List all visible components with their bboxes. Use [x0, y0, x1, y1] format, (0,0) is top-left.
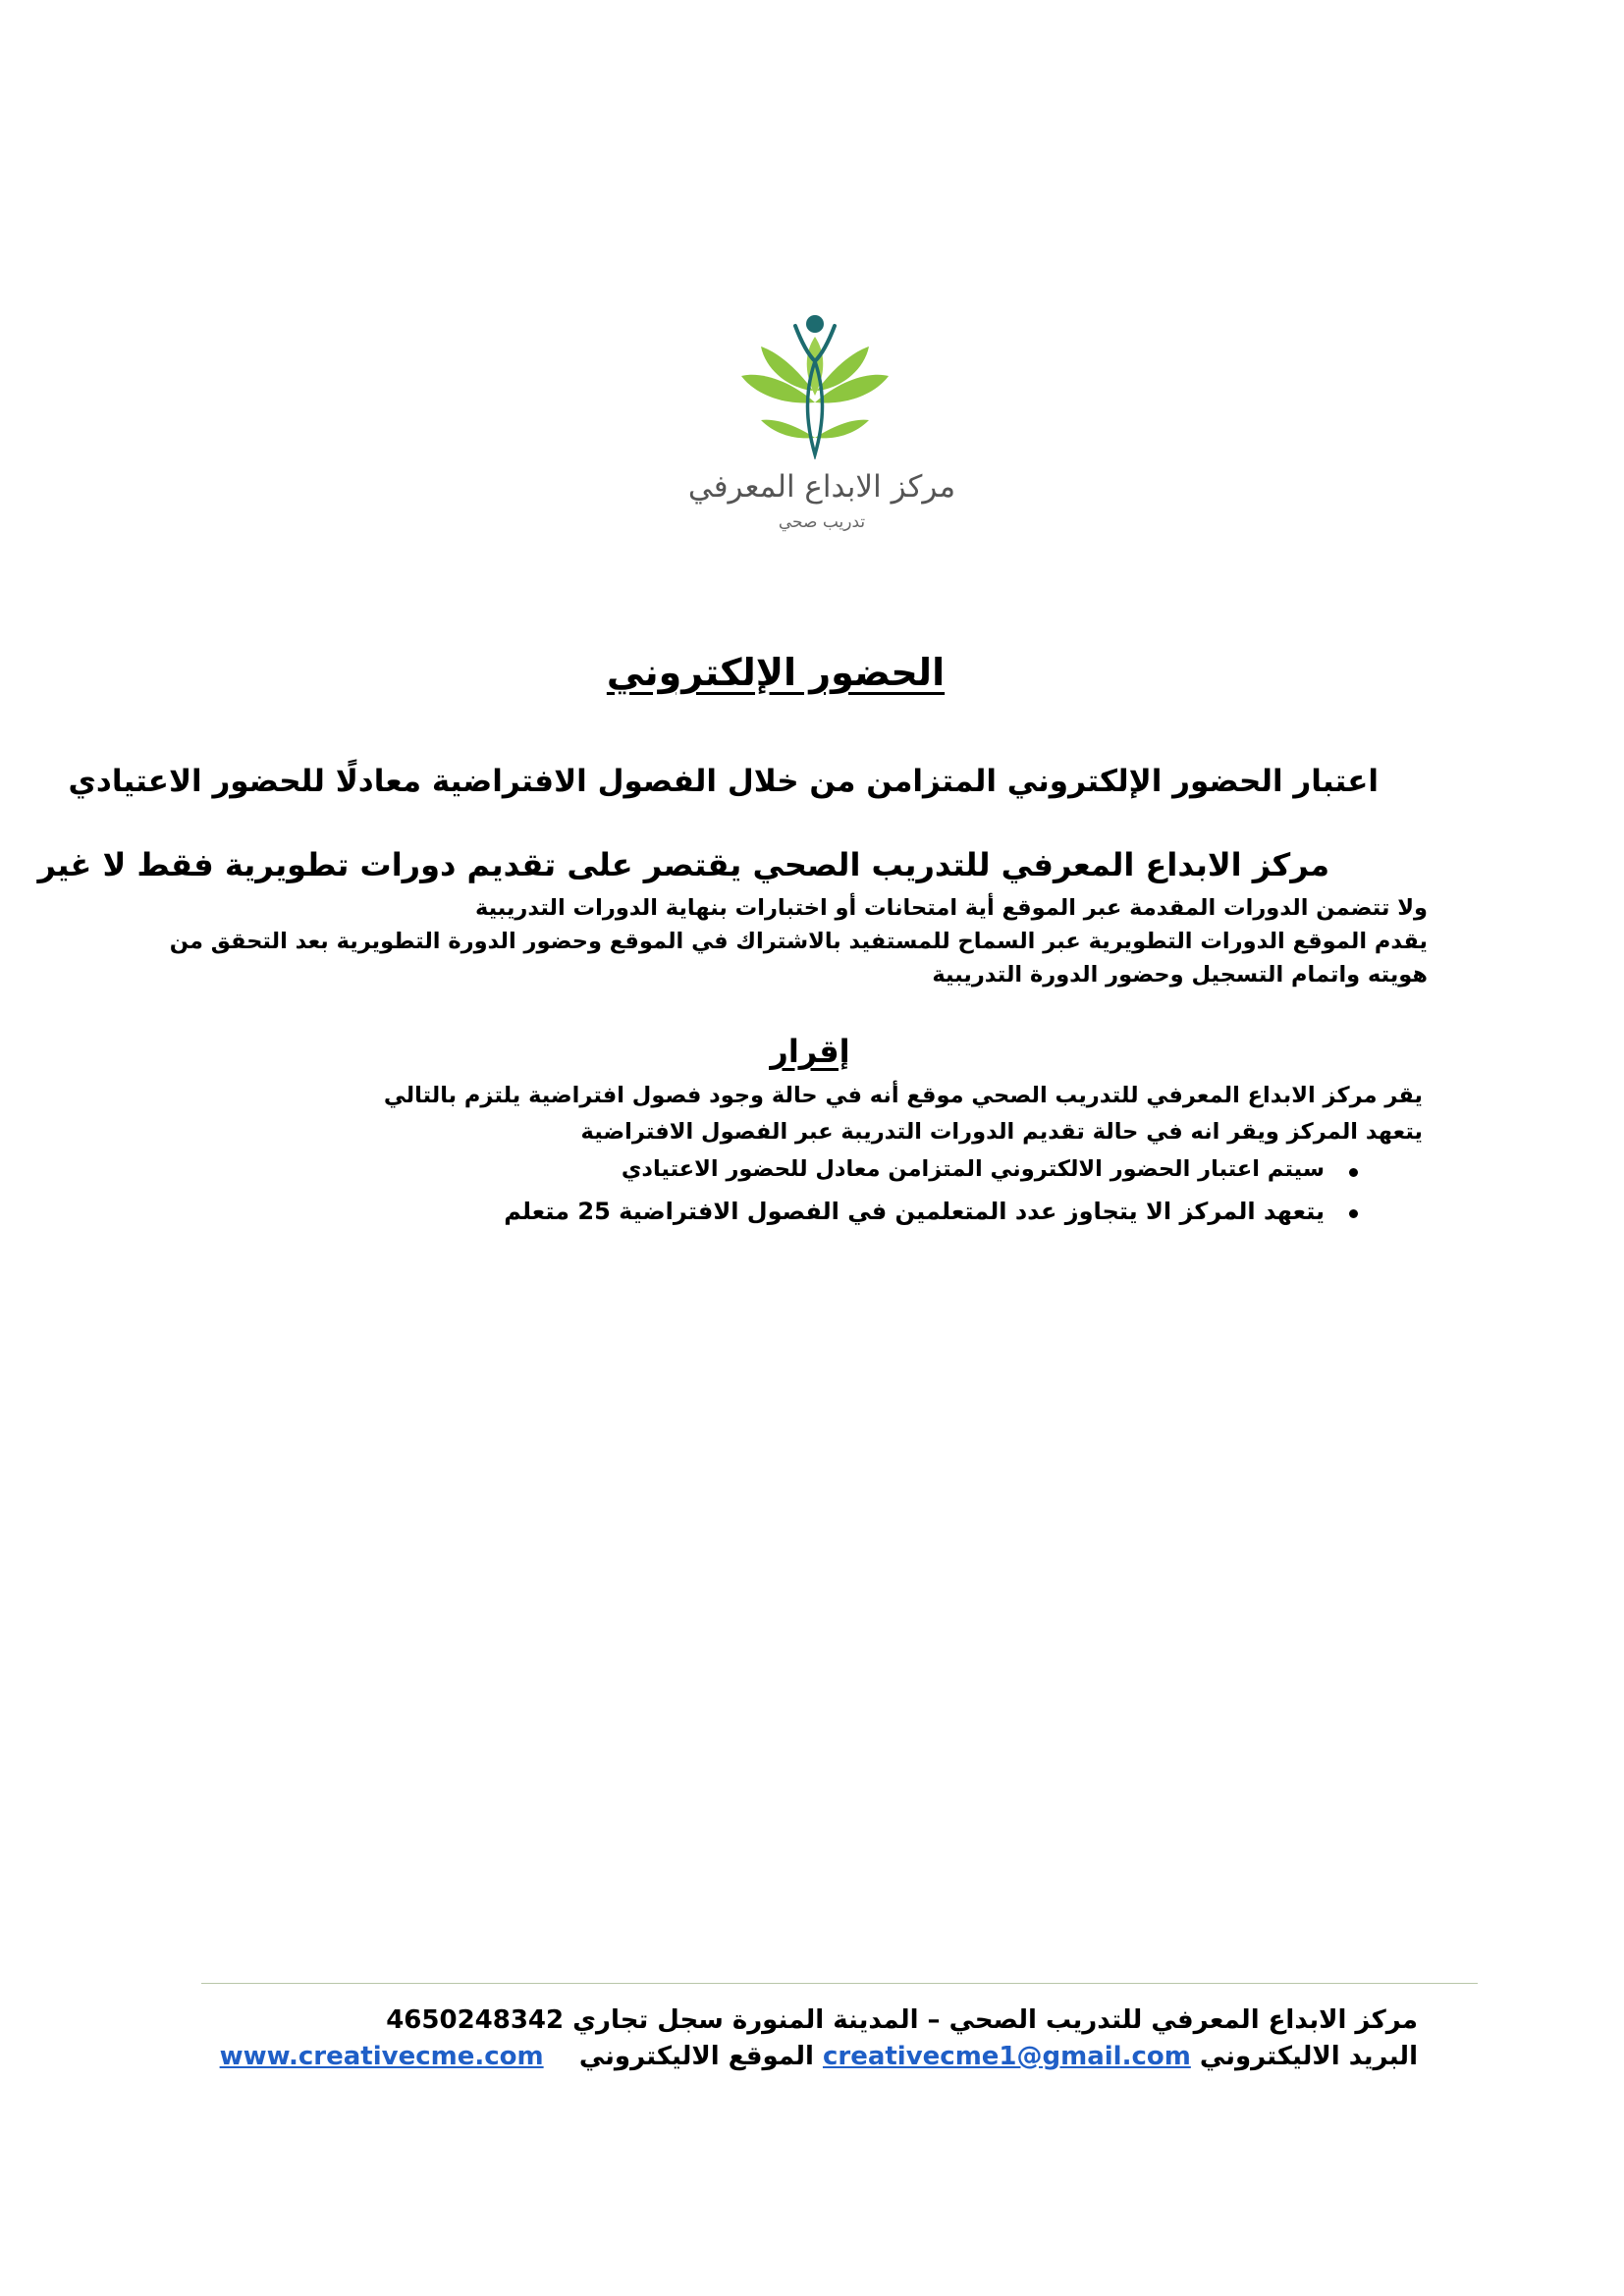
list-item-text: يتعهد المركز الا يتجاوز عدد المتعلمين في الفصول الافتراضية 25 متعلم: [504, 1198, 1325, 1225]
declaration-title: إقرار: [770, 1033, 850, 1070]
footer-divider: [201, 1983, 1478, 1984]
logo-icon: [736, 312, 893, 459]
list-item-text: سيتم اعتبار الحضور الالكتروني المتزامن معادل للحضور الاعتيادي: [621, 1156, 1325, 1182]
declaration-line: يتعهد المركز ويقر انه في حالة تقديم الدورات التدريبة عبر الفصول الافتراضية: [580, 1119, 1423, 1145]
leaf-right-base: [815, 420, 869, 439]
footer-registration: مركز الابداع المعرفي للتدريب الصحي – المدينة المنورة سجل تجاري 4650248342: [386, 2005, 1418, 2035]
paragraph-line: يقدم الموقع الدورات التطويرية عبر السماح للمستفيد بالاشتراك في الموقع وحضور الدورة التطويرية بعد التحقق من: [169, 929, 1428, 954]
email-link[interactable]: creativecme1@gmail.com: [822, 2042, 1191, 2071]
logo-name: مركز الابداع المعرفي: [687, 469, 956, 505]
bullet-dot-icon: [1349, 1209, 1358, 1218]
list-item: [504, 1198, 1325, 1225]
paragraph-line: ولا تتضمن الدورات المقدمة عبر الموقع أية امتحانات أو اختبارات بنهاية الدورات التدريبية: [474, 895, 1428, 921]
paragraph-line: هويته واتمام التسجيل وحضور الدورة التدريبية: [932, 962, 1428, 988]
declaration-line: يقر مركز الابداع المعرفي للتدريب الصحي موقع أنه في حالة وجود فصول افتراضية يلتزم بالتالي: [383, 1083, 1423, 1108]
website-link[interactable]: www.creativecme.com: [219, 2042, 544, 2071]
paragraph-center-heading: مركز الابداع المعرفي للتدريب الصحي يقتصر على تقديم دورات تطويرية فقط لا غير: [37, 846, 1329, 883]
logo-subtitle: تدريب صحي: [778, 512, 866, 532]
leaf-left-base: [761, 420, 815, 439]
email-label: البريد الاليكتروني: [1199, 2042, 1418, 2071]
list-item: [622, 1156, 1325, 1182]
paragraph-electronic-attendance: اعتبار الحضور الإلكتروني المتزامن من خلال الفصول الافتراضية معادلًا للحضور الاعتيادي: [68, 764, 1379, 799]
bullet-dot-icon: [1349, 1168, 1358, 1177]
page-title: الحضور الإلكتروني: [606, 651, 946, 694]
website-label: الموقع الاليكتروني: [578, 2042, 814, 2071]
figure-head: [806, 315, 824, 333]
footer-contact: [220, 2042, 1418, 2071]
